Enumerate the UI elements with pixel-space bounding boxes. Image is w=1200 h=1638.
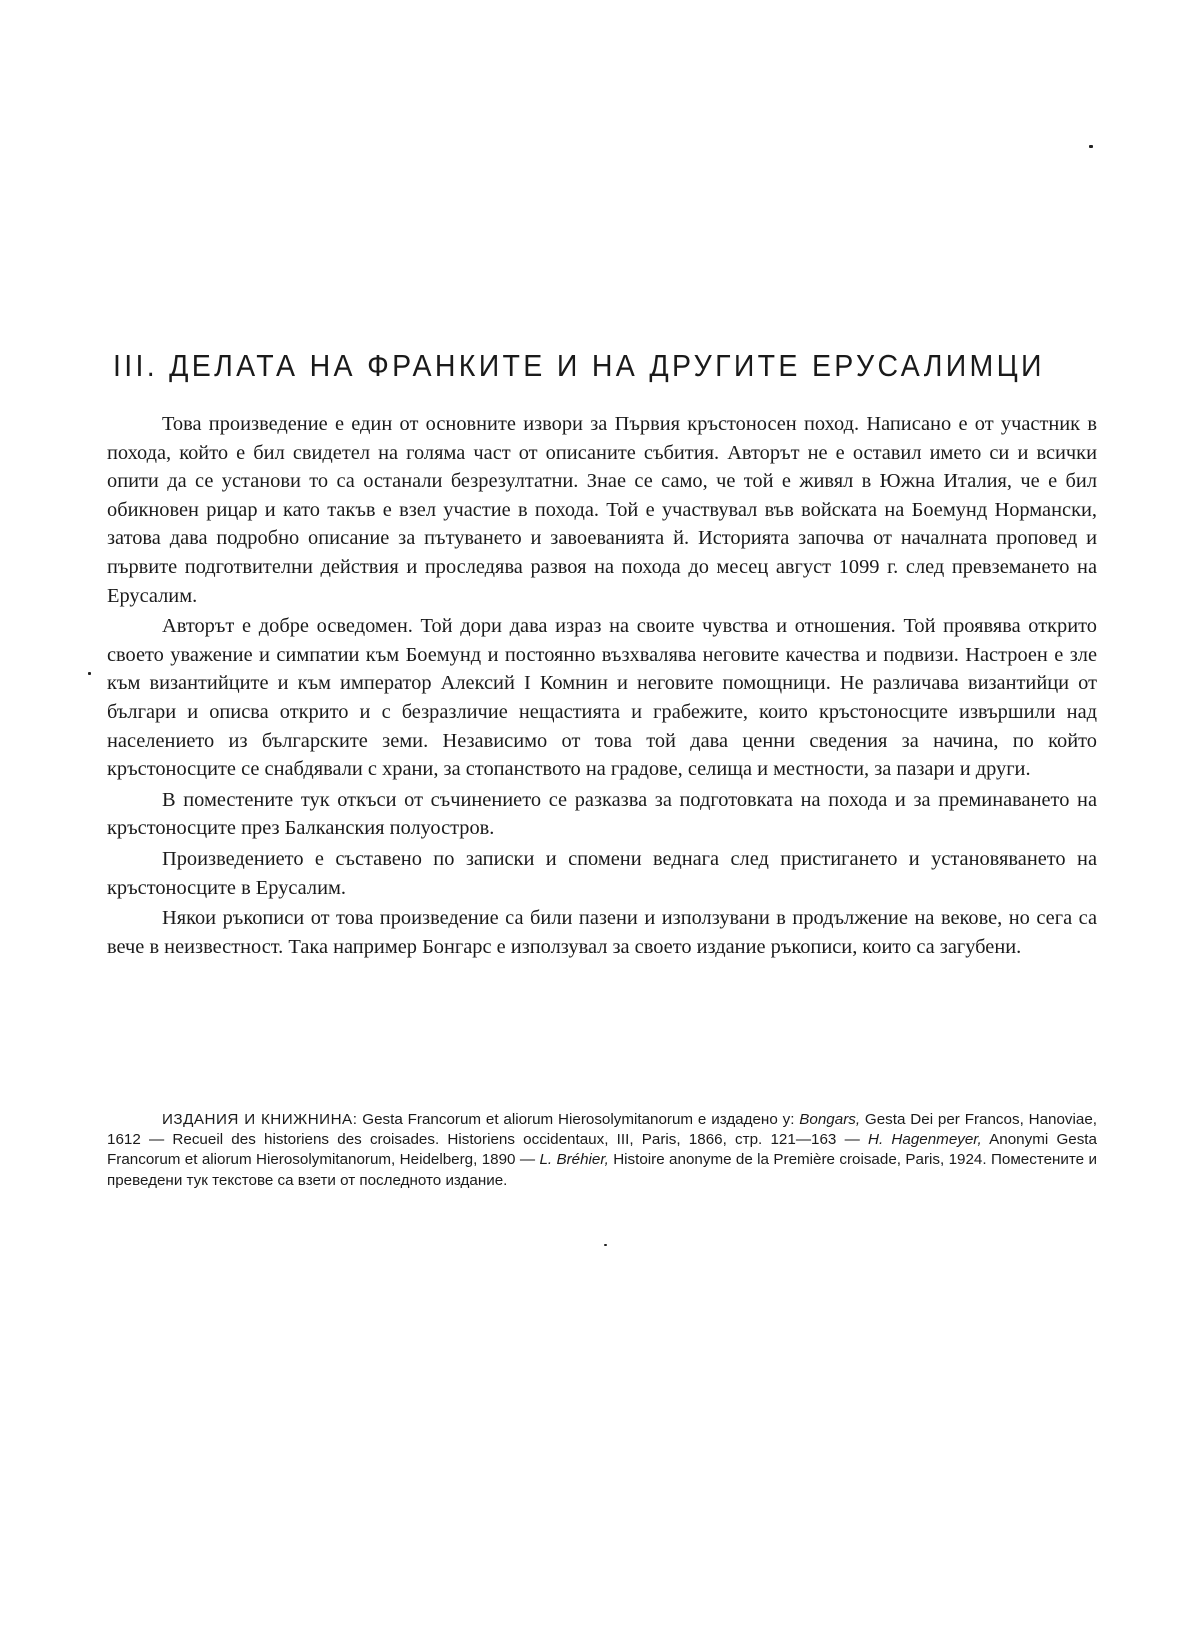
ref-author: L. Bréhier, — [539, 1151, 609, 1169]
paragraph: Някои ръкописи от това произведение са били пазени и използувани в продължение на векове, но сега са вече в неизвестност. Така например Бонгарс е използувал за своето издание ръкописи, които са загубени. — [107, 907, 1097, 958]
bibliography-paragraph — [107, 1110, 1097, 1191]
ref-text: Gesta Francorum et aliorum Hierosolymitanorum е издадено у: — [357, 1111, 800, 1128]
paragraph: В поместените тук откъси от съчинението се разказва за подготовката на похода и за преминаването на кръстоносците през Балканския полуостров. — [107, 788, 1097, 840]
scan-speck — [88, 672, 91, 675]
bibliography — [107, 1110, 1097, 1191]
paragraph: Това произведение е един от основните извори за Първия кръстоносен поход. Написано е от участник в похода, който е бил свидетел на голяма част от описаните събития. Авторът не е оставил името си и всички опити да се установи то са останали безрезултатни. Знае се само, че той е живял в Южна Италия, че е бил обикновен рицар и като такъв е взел участие в похода. Той е участвувал във войската на Боемунд Нормански, затова дава подробно описание за пътуването и завоеванията й. Историята започва от началната проповед и първите подготвителни действия и проследява развоя на похода до месец август 1099 г. след превземането на Ерусалим. — [107, 413, 1097, 607]
paragraph: Произведението е съставено по записки и спомени веднага след пристигането и установяването на кръстоносците в Ерусалим. — [107, 847, 1097, 899]
ref-author: Bongars, — [799, 1111, 861, 1128]
chapter-intro — [107, 410, 1097, 963]
bibliography-heading: ИЗДАНИЯ И КНИЖНИНА: — [162, 1111, 358, 1128]
ref-text: Histoire anonyme de la Première croisade, Paris, 1924. Поместените и преведени тук текстове са взети от последното издание. — [107, 1151, 1097, 1189]
paragraph: Авторът е добре осведомен. Той дори дава израз на своите чувства и отношения. Той проявява открито своето уважение и симпатии към Боемунд и постоянно възхвалява неговите качества и подвизи. Настроен е зле към византийците и към император Алексий I Комнин и неговите помощници. Не различава византийци от българи и описва открито и с безразличие нещастията и грабежите, които кръстоносците извършили над населението из българските земи. Независимо от това той дава ценни сведения за начина, по който кръстоносците се снабдявали с храни, за стопанството на градове, селища и местности, за пазари и други. — [107, 615, 1097, 781]
ref-text: Gesta Dei per Francos, Hanoviae, 1612 — Recueil des historiens des croisades. Historiens occidentaux, III, Paris, 1866, стр. 121—163 — — [107, 1111, 1098, 1149]
scan-speck — [1089, 145, 1093, 148]
ref-text: Anonymi Gesta Francorum et aliorum Hierosolymitanorum, Heidelberg, 1890 — — [107, 1131, 1097, 1169]
scan-speck — [604, 1244, 607, 1246]
ref-author: H. Hagenmeyer, — [868, 1131, 982, 1149]
chapter-title: III. ДЕЛАТА НА ФРАНКИТЕ И НА ДРУГИТЕ ЕРУСАЛИМЦИ — [113, 348, 1045, 383]
